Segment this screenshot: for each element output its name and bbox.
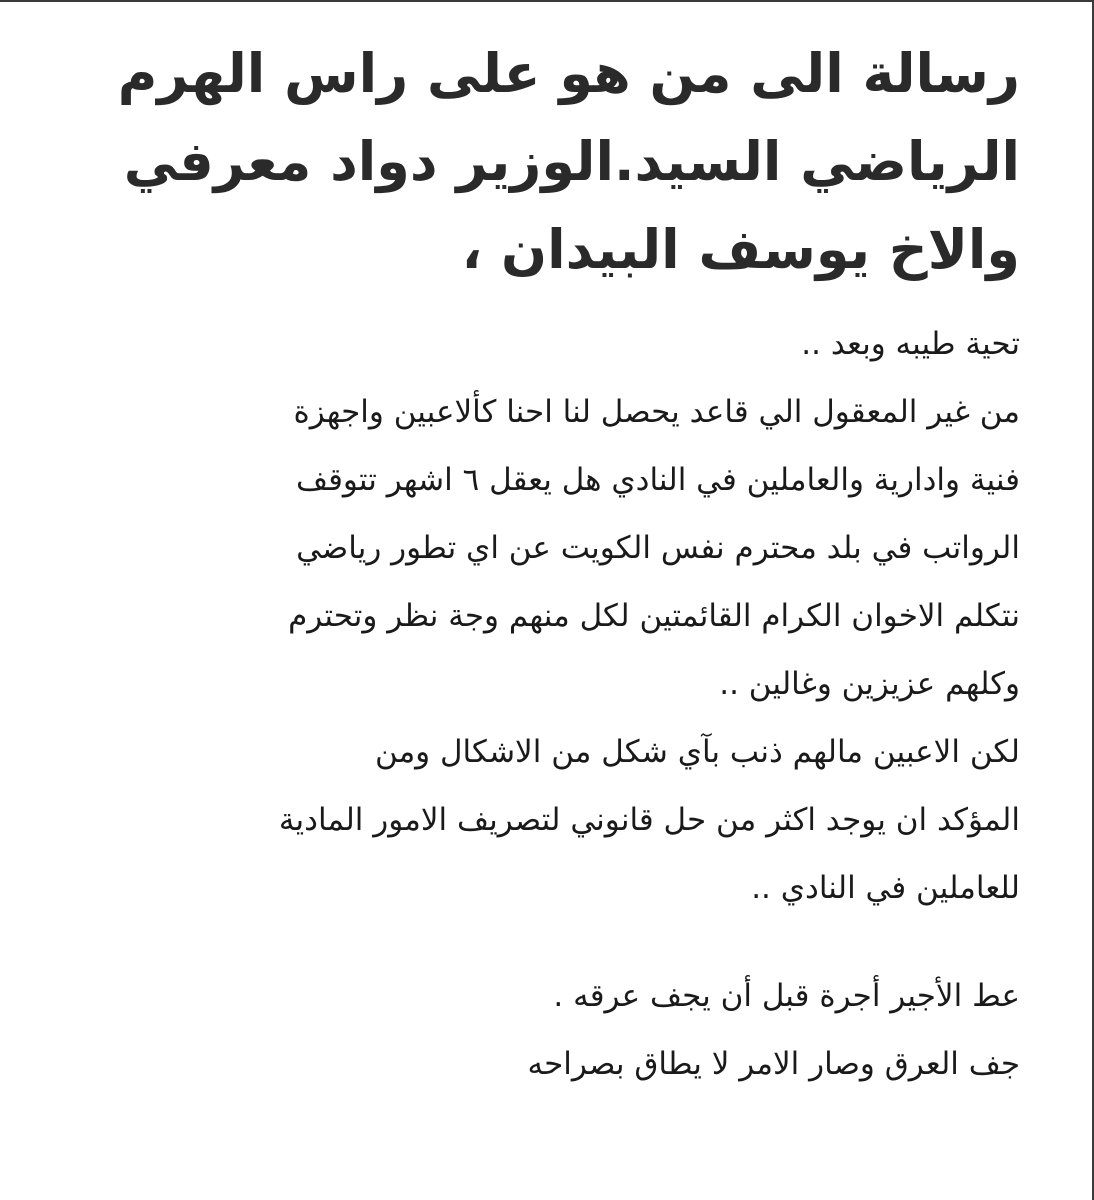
body-line: وكلهم عزيزين وغالين .. (719, 666, 1020, 702)
body-line: نتكلم الاخوان الكرام القائمتين لكل منهم وجة نظر وتحترم (288, 598, 1020, 634)
closing-line: جف العرق وصار الامر لا يطاق بصراحه (527, 1046, 1020, 1082)
article-body (60, 310, 1020, 1098)
article (60, 30, 1020, 1098)
body-line: لكن الاعبين مالهم ذنب بآي شكل من الاشكال ومن (374, 734, 1020, 770)
body-line: فنية وادارية والعاملين في النادي هل يعقل ٦ اشهر تتوقف (295, 462, 1020, 498)
title-line: والاخ يوسف البيدان ، (461, 218, 1020, 281)
top-border (0, 0, 1094, 2)
title-line: رسالة الى من هو على راس الهرم (117, 42, 1020, 105)
body-line: الرواتب في بلد محترم نفس الكويت عن اي تطور رياضي (296, 530, 1020, 566)
article-title (60, 30, 1020, 294)
body-line: المؤكد ان يوجد اكثر من حل قانوني لتصريف الامور المادية (278, 802, 1020, 838)
body-line: من غير المعقول الي قاعد يحصل لنا احنا كألاعبين واجهزة (293, 394, 1020, 430)
body-line: للعاملين في النادي .. (751, 870, 1020, 906)
title-line: الرياضي السيد.الوزير دواد معرفي (123, 130, 1020, 193)
body-line: تحية طيبه وبعد .. (801, 326, 1020, 362)
closing-line: عط الأجير أجرة قبل أن يجف عرقه . (553, 978, 1020, 1014)
paragraph-gap (60, 922, 1020, 962)
